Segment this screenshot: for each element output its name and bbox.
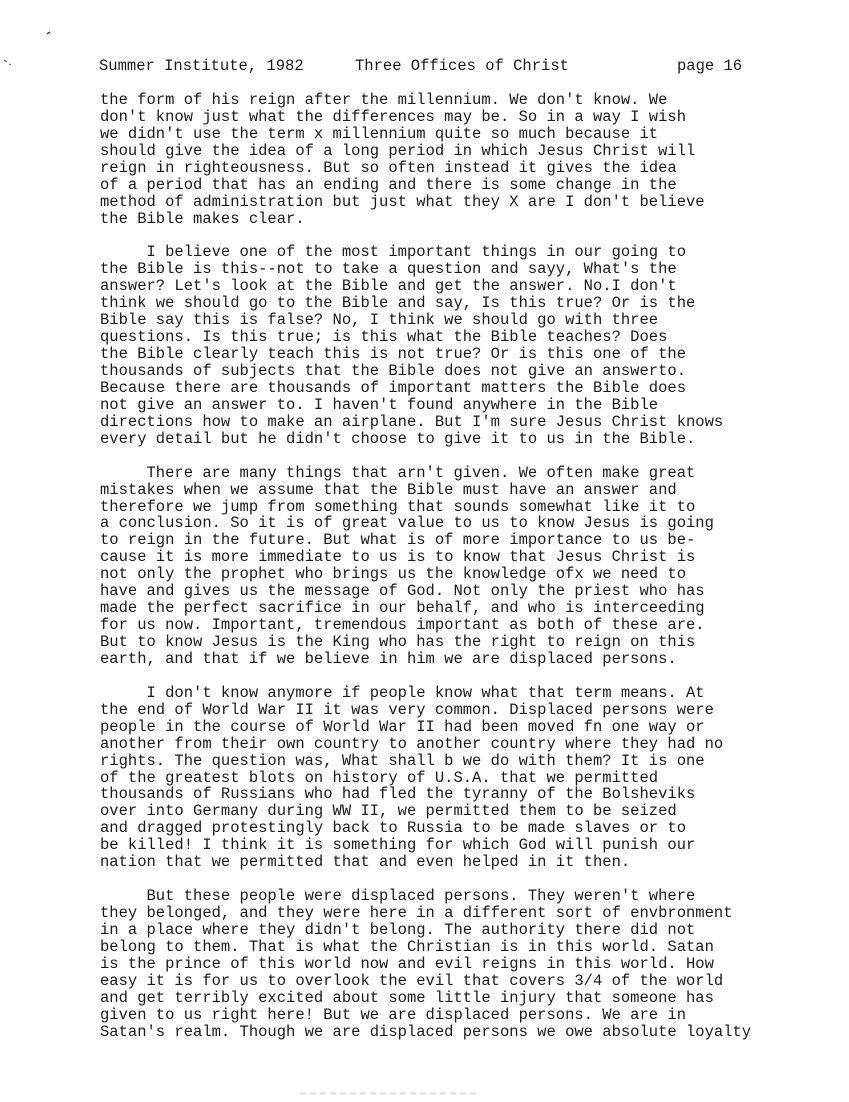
text-line: the end of World War II it was very common. Displaced persons were	[100, 700, 714, 719]
text-line: in a place where they didn't belong. The authority there did not	[100, 920, 696, 939]
text-line: Bible say this is false? No, I think we should go with three	[100, 311, 659, 330]
text-line: be killed! I think it is something for which God will punish our	[100, 836, 696, 855]
text-line: we didn't use the term x millennium quite so much because it	[100, 124, 659, 143]
text-line: should give the idea of a long period in which Jesus Christ will	[100, 141, 696, 160]
document-body	[100, 92, 840, 1041]
text-line: the form of his reign after the millennium. We don't know. We	[100, 91, 668, 109]
text-line: rights. The question was, What shall b we do with them? It is one	[100, 751, 705, 770]
paragraph-5	[100, 888, 840, 1040]
page-header	[99, 58, 742, 75]
text-line: don't know just what the differences may be. So in a way I wish	[100, 107, 686, 126]
header-institute: Summer Institute, 1982	[99, 57, 304, 75]
text-line: nation that we permitted that and even helped in it then.	[100, 853, 631, 872]
text-line: is the prince of this world now and evil reigns in this world. How	[100, 954, 714, 973]
text-line: I believe one of the most important things in our going to	[100, 243, 686, 262]
text-line: answer? Let's look at the Bible and get the answer. No.I don't	[100, 277, 677, 296]
text-line: method of administration but just what they X are I don't believe	[100, 192, 705, 211]
text-line: every detail but he didn't choose to give it to us in the Bible.	[100, 429, 696, 448]
text-line: another from their own country to another country where they had no	[100, 734, 724, 753]
text-line: the Bible is this--not to take a question and sayy, What's the	[100, 260, 677, 279]
text-line: of the greatest blots on history of U.S.A. that we permitted	[100, 768, 659, 787]
text-line: cause it is more immediate to us is to know that Jesus Christ is	[100, 548, 696, 567]
scan-smudge	[300, 1092, 480, 1095]
text-line: over into Germany during WW II, we permitted them to be seized	[100, 802, 677, 821]
text-line: But these people were displaced persons. They weren't where	[100, 887, 696, 906]
text-line: to reign in the future. But what is of more importance to us be-	[100, 531, 696, 550]
text-line: a conclusion. So it is of great value to us to know Jesus is going	[100, 514, 714, 533]
text-line: for us now. Important, tremendous important as both of these are.	[100, 616, 705, 635]
text-line: and get terribly excited about some little injury that someone has	[100, 988, 714, 1007]
text-line: think we should go to the Bible and say, Is this true? Or is the	[100, 294, 696, 313]
text-line: the Bible makes clear.	[100, 209, 305, 228]
paragraph-4	[100, 685, 840, 871]
text-line: given to us right here! But we are displaced persons. We are in	[100, 1005, 686, 1024]
header-page-number: page 16	[677, 57, 743, 75]
text-line: and dragged protestingly back to Russia to be made slaves or to	[100, 819, 686, 838]
text-line: mistakes when we assume that the Bible must have an answer and	[100, 480, 677, 499]
text-line: Satan's realm. Though we are displaced persons we owe absolute loyalty	[100, 1022, 752, 1041]
text-line: have and gives us the message of God. Not only the priest who has	[100, 582, 705, 601]
text-line: But to know Jesus is the King who has the right to reign on this	[100, 633, 696, 651]
text-line: There are many things that arn't given. We often make great	[100, 463, 696, 482]
text-line: not give an answer to. I haven't found anywhere in the Bible	[100, 395, 659, 414]
text-line: directions how to make an airplane. But I'm sure Jesus Christ knows	[100, 412, 724, 431]
scan-specks	[0, 0, 60, 80]
text-line: Because there are thousands of important matters the Bible does	[100, 378, 686, 397]
text-line: reign in righteousness. But so often instead it gives the idea	[100, 158, 677, 177]
text-line: thousands of subjects that the Bible does not give an answerto.	[100, 362, 686, 380]
paragraph-2	[100, 244, 840, 447]
paragraph-3	[100, 465, 840, 668]
text-line: of a period that has an ending and there is some change in the	[100, 175, 677, 194]
text-line: belong to them. That is what the Christian is in this world. Satan	[100, 937, 714, 956]
text-line: made the perfect sacrifice in our behalf, and who is interceeding	[100, 599, 705, 618]
text-line: I don't know anymore if people know what that term means. At	[100, 683, 705, 702]
text-line: therefore we jump from something that sounds somewhat like it to	[100, 497, 696, 516]
text-line: easy it is for us to overlook the evil that covers 3/4 of the world	[100, 971, 724, 990]
paragraph-1	[100, 92, 840, 228]
text-line: the Bible clearly teach this is not true? Or is this one of the	[100, 345, 686, 364]
text-line: people in the course of World War II had been moved fn one way or	[100, 717, 705, 736]
header-title: Three Offices of Christ	[355, 57, 569, 75]
text-line: questions. Is this true; is this what the Bible teaches? Does	[100, 328, 668, 347]
text-line: not only the prophet who brings us the knowledge ofx we need to	[100, 565, 686, 584]
text-line: earth, and that if we believe in him we are displaced persons.	[100, 649, 677, 668]
text-line: thousands of Russians who had fled the tyranny of the Bolsheviks	[100, 785, 696, 804]
text-line: they belonged, and they were here in a different sort of envbronment	[100, 904, 733, 922]
